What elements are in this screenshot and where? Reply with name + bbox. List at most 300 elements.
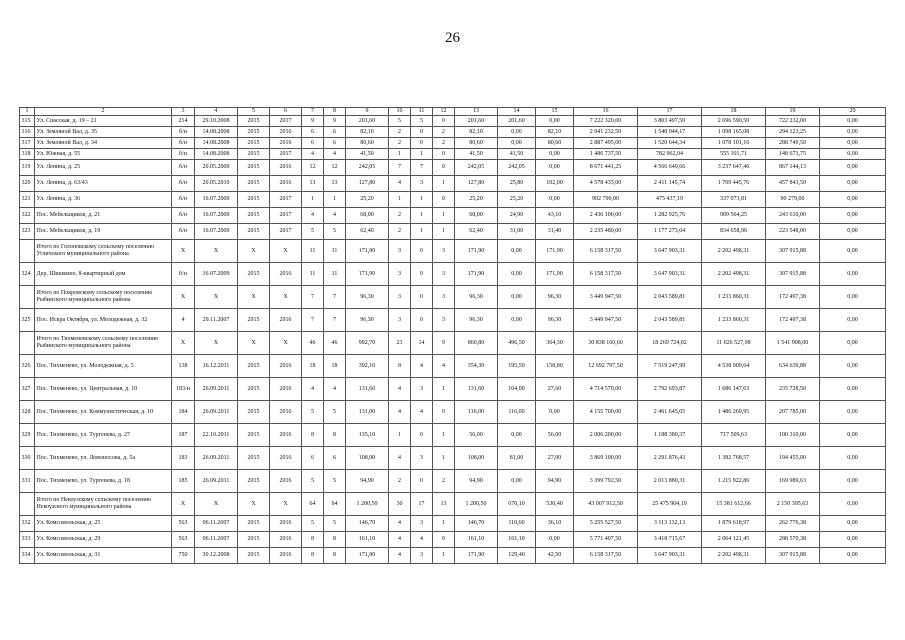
table-row xyxy=(20,532,886,548)
table-row xyxy=(20,149,886,160)
value-cell: 68,00 xyxy=(346,208,389,224)
value-cell: 7 xyxy=(302,286,324,309)
value-cell: 2015 xyxy=(238,176,270,192)
value-cell: 30 xyxy=(389,493,411,516)
value-cell: 4 xyxy=(389,447,411,470)
table-row xyxy=(20,355,886,378)
row-number-cell: 331 xyxy=(20,470,35,493)
value-cell: 0 xyxy=(411,127,433,138)
value-cell: 11 026 527,98 xyxy=(702,332,766,355)
value-cell: 2 887 495,00 xyxy=(574,138,638,149)
value-cell: 0,00 xyxy=(820,401,886,424)
table-row xyxy=(20,447,886,470)
table-row xyxy=(20,160,886,176)
value-cell: 131,60 xyxy=(455,378,498,401)
value-cell: X xyxy=(238,332,270,355)
value-cell: 2015 xyxy=(238,160,270,176)
value-cell: 0,00 xyxy=(820,208,886,224)
value-cell: X xyxy=(238,240,270,263)
value-cell: 0,00 xyxy=(498,309,536,332)
value-cell: 2 xyxy=(433,138,455,149)
value-cell: 158,80 xyxy=(536,355,574,378)
value-cell: 129,40 xyxy=(498,548,536,564)
value-cell: 18 269 724,02 xyxy=(638,332,702,355)
value-cell: 0 xyxy=(411,309,433,332)
value-cell: 2017 xyxy=(270,116,302,127)
table-row xyxy=(20,309,886,332)
value-cell: 183/н xyxy=(172,378,195,401)
value-cell: 102,00 xyxy=(536,176,574,192)
value-cell: 185 xyxy=(172,470,195,493)
row-number-cell: 321 xyxy=(20,192,35,208)
value-cell: 1 098 165,08 xyxy=(702,127,766,138)
value-cell: 4 xyxy=(411,355,433,378)
value-cell: 5 771 407,50 xyxy=(574,532,638,548)
address-cell: Дер. Шишкино, 8-квартирный дом xyxy=(35,263,172,286)
table-row xyxy=(20,263,886,286)
value-cell: 1 xyxy=(411,224,433,240)
value-cell: 100 310,00 xyxy=(766,424,820,447)
value-cell: 0,00 xyxy=(536,116,574,127)
value-cell: 5 xyxy=(302,224,324,240)
value-cell: 18 xyxy=(324,355,346,378)
value-cell: 41,50 xyxy=(455,149,498,160)
value-cell: 17 xyxy=(411,493,433,516)
address-cell: Ул. Земляной Вал, д. 35 xyxy=(35,127,172,138)
address-cell: Ул. Ленина, д. 63/43 xyxy=(35,176,172,192)
value-cell: 0,00 xyxy=(498,424,536,447)
value-cell: 108,00 xyxy=(346,447,389,470)
value-cell: 42,50 xyxy=(536,548,574,564)
value-cell: 27,00 xyxy=(536,447,574,470)
value-cell: 1 xyxy=(324,192,346,208)
value-cell: 25,80 xyxy=(498,176,536,192)
value-cell: 9 xyxy=(324,116,346,127)
value-cell: 62,40 xyxy=(455,224,498,240)
value-cell: 0 xyxy=(411,263,433,286)
value-cell: 2015 xyxy=(238,138,270,149)
value-cell: 90 279,00 xyxy=(766,192,820,208)
value-cell: 2 013 880,31 xyxy=(638,470,702,493)
value-cell: 0 xyxy=(433,401,455,424)
value-cell: 0,00 xyxy=(536,192,574,208)
value-cell: 235 728,50 xyxy=(766,378,820,401)
value-cell: 307 915,88 xyxy=(766,548,820,564)
value-cell: 62,40 xyxy=(346,224,389,240)
value-cell: 135,10 xyxy=(346,424,389,447)
value-cell: 171,90 xyxy=(346,263,389,286)
value-cell: 242,05 xyxy=(346,160,389,176)
column-number: 20 xyxy=(820,108,886,116)
value-cell: 2016 xyxy=(270,516,302,532)
column-number: 14 xyxy=(498,108,536,116)
column-number-row xyxy=(20,108,886,116)
value-cell: 82,10 xyxy=(455,127,498,138)
value-cell: 0,00 xyxy=(820,127,886,138)
value-cell: 06.11.2007 xyxy=(195,516,238,532)
value-cell: 2017 xyxy=(270,224,302,240)
row-number-cell: 315 xyxy=(20,116,35,127)
column-number: 18 xyxy=(702,108,766,116)
value-cell: 2 461 645,05 xyxy=(638,401,702,424)
value-cell: 31,40 xyxy=(536,224,574,240)
value-cell: 8 xyxy=(302,548,324,564)
column-number: 11 xyxy=(411,108,433,116)
value-cell: 0 xyxy=(411,424,433,447)
value-cell: 29.10.2008 xyxy=(195,116,238,127)
value-cell: 6 xyxy=(324,127,346,138)
value-cell: 634 639,88 xyxy=(766,355,820,378)
value-cell: 4 714 570,00 xyxy=(574,378,638,401)
value-cell: 2 064 121,45 xyxy=(702,532,766,548)
address-cell: Ул. Южная, д. 55 xyxy=(35,149,172,160)
value-cell: 82,10 xyxy=(536,127,574,138)
value-cell: 81,00 xyxy=(498,447,536,470)
value-cell: 2015 xyxy=(238,532,270,548)
value-cell: 9 xyxy=(302,116,324,127)
value-cell: 5 xyxy=(302,470,324,493)
value-cell: 2015 xyxy=(238,516,270,532)
value-cell: 457 843,50 xyxy=(766,176,820,192)
value-cell: б/н xyxy=(172,149,195,160)
value-cell: 3 xyxy=(433,263,455,286)
table-row xyxy=(20,401,886,424)
value-cell: 80,60 xyxy=(455,138,498,149)
value-cell: 0 xyxy=(433,116,455,127)
value-cell: 992,70 xyxy=(346,332,389,355)
value-cell: 96,30 xyxy=(455,286,498,309)
value-cell: 4 xyxy=(389,176,411,192)
value-cell: 68,00 xyxy=(455,208,498,224)
value-cell: 06.11.2007 xyxy=(195,532,238,548)
value-cell: 0,00 xyxy=(820,176,886,192)
value-cell: 8 xyxy=(324,548,346,564)
value-cell: 2016 xyxy=(270,138,302,149)
value-cell: 183 xyxy=(172,447,195,470)
value-cell: 43,10 xyxy=(536,208,574,224)
value-cell: 29.11.2007 xyxy=(195,309,238,332)
value-cell: 0,00 xyxy=(820,309,886,332)
value-cell: 2 xyxy=(389,127,411,138)
value-cell: 1 215 922,86 xyxy=(702,470,766,493)
value-cell: 0,00 xyxy=(498,240,536,263)
value-cell: 3 647 903,31 xyxy=(638,240,702,263)
value-cell: 1 200,50 xyxy=(455,493,498,516)
value-cell: 2 xyxy=(389,138,411,149)
value-cell: 2 150 395,63 xyxy=(766,493,820,516)
value-cell: 56,00 xyxy=(536,424,574,447)
value-cell: 171,90 xyxy=(455,548,498,564)
value-cell: 2016 xyxy=(270,176,302,192)
value-cell: 223 548,00 xyxy=(766,224,820,240)
value-cell: 0,00 xyxy=(820,470,886,493)
value-cell: 13 xyxy=(324,176,346,192)
value-cell: 0,00 xyxy=(820,149,886,160)
value-cell: 7 xyxy=(389,160,411,176)
value-cell: 3 xyxy=(433,286,455,309)
column-number: 3 xyxy=(172,108,195,116)
value-cell: 27,60 xyxy=(536,378,574,401)
value-cell: 475 437,19 xyxy=(638,192,702,208)
table-row xyxy=(20,116,886,127)
value-cell: 0,00 xyxy=(820,355,886,378)
value-cell: 2015 xyxy=(238,192,270,208)
address-cell: Пос. Искра Октября, ул. Молодежная, д. 32 xyxy=(35,309,172,332)
value-cell: X xyxy=(172,286,195,309)
value-cell: 2 006 200,00 xyxy=(574,424,638,447)
value-cell: 201,60 xyxy=(346,116,389,127)
value-cell: 14.08.2008 xyxy=(195,149,238,160)
value-cell: 1 xyxy=(389,149,411,160)
value-cell: 2016 xyxy=(270,424,302,447)
value-cell: 2016 xyxy=(270,355,302,378)
value-cell: 127,80 xyxy=(346,176,389,192)
value-cell: 3 449 947,50 xyxy=(574,286,638,309)
value-cell: 1 541 908,00 xyxy=(766,332,820,355)
column-number: 12 xyxy=(433,108,455,116)
value-cell: 1 xyxy=(433,208,455,224)
value-cell: 184 xyxy=(172,401,195,424)
value-cell: 82,10 xyxy=(346,127,389,138)
column-number: 19 xyxy=(766,108,820,116)
table-row xyxy=(20,138,886,149)
value-cell: 171,90 xyxy=(455,240,498,263)
value-cell: 0,00 xyxy=(820,160,886,176)
value-cell: 201,60 xyxy=(455,116,498,127)
value-cell: 12 xyxy=(302,160,324,176)
value-cell: б/н xyxy=(172,192,195,208)
value-cell: X xyxy=(270,286,302,309)
value-cell: 96,30 xyxy=(536,309,574,332)
value-cell: X xyxy=(172,332,195,355)
address-cell: Итого по Голоновскому сельскому поселению Угличского муниципального района xyxy=(35,240,172,263)
value-cell: 0,00 xyxy=(820,263,886,286)
value-cell: 307 915,88 xyxy=(766,263,820,286)
value-cell: 0,00 xyxy=(536,149,574,160)
value-cell: 2 411 145,74 xyxy=(638,176,702,192)
value-cell: 15 381 612,66 xyxy=(702,493,766,516)
value-cell: 0,00 xyxy=(820,138,886,149)
value-cell: 46 xyxy=(324,332,346,355)
value-cell: 146,70 xyxy=(455,516,498,532)
value-cell: 4 538 909,64 xyxy=(702,355,766,378)
table-row xyxy=(20,208,886,224)
value-cell: 14.08.2008 xyxy=(195,138,238,149)
value-cell: 96,30 xyxy=(536,286,574,309)
value-cell: 171,90 xyxy=(346,240,389,263)
value-cell: 1 233 860,31 xyxy=(702,286,766,309)
value-cell: X xyxy=(270,240,302,263)
value-cell: 2016 xyxy=(270,401,302,424)
value-cell: 25,20 xyxy=(346,192,389,208)
value-cell: 2016 xyxy=(270,127,302,138)
value-cell: 25,20 xyxy=(455,192,498,208)
row-number-cell: 317 xyxy=(20,138,35,149)
value-cell: 1 xyxy=(433,378,455,401)
value-cell: X xyxy=(172,240,195,263)
row-number-cell: 326 xyxy=(20,355,35,378)
value-cell: 36,10 xyxy=(536,516,574,532)
value-cell: 1 486 737,50 xyxy=(574,149,638,160)
value-cell: 0 xyxy=(433,160,455,176)
subtotal-row xyxy=(20,493,886,516)
value-cell: 6 xyxy=(324,447,346,470)
value-cell: 0 xyxy=(411,138,433,149)
value-cell: 96,30 xyxy=(455,309,498,332)
column-number: 4 xyxy=(195,108,238,116)
value-cell: X xyxy=(270,493,302,516)
value-cell: 902 790,00 xyxy=(574,192,638,208)
row-number-cell: 329 xyxy=(20,424,35,447)
value-cell: 2015 xyxy=(238,263,270,286)
value-cell: 0,00 xyxy=(820,116,886,127)
column-number: 15 xyxy=(536,108,574,116)
value-cell: 2 436 100,00 xyxy=(574,208,638,224)
row-number-cell: 332 xyxy=(20,516,35,532)
value-cell: 16.07.2009 xyxy=(195,192,238,208)
row-number-cell xyxy=(20,332,35,355)
value-cell: 30.12.2008 xyxy=(195,548,238,564)
value-cell: б/н xyxy=(172,127,195,138)
value-cell: 1 282 925,76 xyxy=(638,208,702,224)
value-cell: 169 989,63 xyxy=(766,470,820,493)
value-cell: 2 043 589,81 xyxy=(638,286,702,309)
value-cell: 131,00 xyxy=(346,401,389,424)
value-cell: 288 749,50 xyxy=(766,138,820,149)
value-cell: б/н xyxy=(172,263,195,286)
value-cell: 4 566 649,66 xyxy=(638,160,702,176)
value-cell: 4 xyxy=(302,378,324,401)
value-cell: 6 xyxy=(302,138,324,149)
value-cell: 717 509,63 xyxy=(702,424,766,447)
value-cell: 782 962,04 xyxy=(638,149,702,160)
value-cell: 722 232,00 xyxy=(766,116,820,127)
table-row xyxy=(20,548,886,564)
row-number-cell: 324 xyxy=(20,263,35,286)
value-cell: 1 188 380,37 xyxy=(638,424,702,447)
value-cell: 161,10 xyxy=(455,532,498,548)
address-cell: Пос. Мебельщиков, д. 19 xyxy=(35,224,172,240)
value-cell: 2015 xyxy=(238,447,270,470)
value-cell: 0,00 xyxy=(820,192,886,208)
housing-registry-table xyxy=(19,107,886,564)
value-cell: 0,00 xyxy=(820,332,886,355)
value-cell: 7 xyxy=(411,160,433,176)
value-cell: 16.07.2009 xyxy=(195,208,238,224)
value-cell: 1 548 944,17 xyxy=(638,127,702,138)
value-cell: 0,00 xyxy=(498,470,536,493)
value-cell: 392,10 xyxy=(346,355,389,378)
value-cell: 127,80 xyxy=(455,176,498,192)
value-cell: 555 101,71 xyxy=(702,149,766,160)
value-cell: 0 xyxy=(433,532,455,548)
address-cell: Пос. Тихменево, ул. Тургенева, д. 18 xyxy=(35,470,172,493)
value-cell: 3 xyxy=(433,240,455,263)
value-cell: 2015 xyxy=(238,224,270,240)
value-cell: 2 202 498,31 xyxy=(702,240,766,263)
value-cell: 5 255 527,50 xyxy=(574,516,638,532)
value-cell: 1 xyxy=(389,424,411,447)
value-cell: 8 671 441,25 xyxy=(574,160,638,176)
value-cell: 138 xyxy=(172,355,195,378)
value-cell: 96,30 xyxy=(346,286,389,309)
value-cell: 16.12.2011 xyxy=(195,355,238,378)
value-cell: 26.09.2011 xyxy=(195,401,238,424)
address-cell: Итого по Покровскому сельскому поселению Рыбинского муниципального района xyxy=(35,286,172,309)
value-cell: 3 xyxy=(433,309,455,332)
value-cell: 3 418 715,67 xyxy=(638,532,702,548)
value-cell: 0,00 xyxy=(498,263,536,286)
value-cell: 94,90 xyxy=(346,470,389,493)
value-cell: 12 692 797,50 xyxy=(574,355,638,378)
table-row xyxy=(20,224,886,240)
value-cell: 1 709 445,76 xyxy=(702,176,766,192)
value-cell: 1 xyxy=(389,192,411,208)
value-cell: 4 xyxy=(411,401,433,424)
value-cell: 294 123,25 xyxy=(766,127,820,138)
value-cell: 30 838 160,60 xyxy=(574,332,638,355)
row-number-cell: 320 xyxy=(20,176,35,192)
value-cell: X xyxy=(238,286,270,309)
value-cell: 2016 xyxy=(270,160,302,176)
value-cell: 3 803 497,50 xyxy=(638,116,702,127)
value-cell: 171,90 xyxy=(536,240,574,263)
value-cell: 3 xyxy=(389,240,411,263)
value-cell: 4 xyxy=(389,378,411,401)
value-cell: X xyxy=(195,493,238,516)
value-cell: 1 520 644,34 xyxy=(638,138,702,149)
value-cell: 1 xyxy=(433,548,455,564)
value-cell: 1 078 101,16 xyxy=(702,138,766,149)
value-cell: 2015 xyxy=(238,355,270,378)
value-cell: 7 xyxy=(324,309,346,332)
value-cell: X xyxy=(172,493,195,516)
table-body xyxy=(20,108,886,564)
value-cell: 31,00 xyxy=(498,224,536,240)
value-cell: 3 xyxy=(411,548,433,564)
table-row xyxy=(20,127,886,138)
value-cell: 11 xyxy=(302,240,324,263)
value-cell: X xyxy=(195,286,238,309)
value-cell: 2015 xyxy=(238,309,270,332)
value-cell: 0,00 xyxy=(498,286,536,309)
value-cell: 4 xyxy=(302,208,324,224)
value-cell: 2 291 876,43 xyxy=(638,447,702,470)
value-cell: 94,90 xyxy=(536,470,574,493)
value-cell: 0,00 xyxy=(820,493,886,516)
value-cell: 22.10.2011 xyxy=(195,424,238,447)
value-cell: 0,00 xyxy=(498,127,536,138)
row-number-cell: 319 xyxy=(20,160,35,176)
value-cell: 5 xyxy=(324,470,346,493)
value-cell: 2015 xyxy=(238,116,270,127)
value-cell: 2015 xyxy=(238,208,270,224)
value-cell: 4 xyxy=(324,149,346,160)
table-row xyxy=(20,378,886,401)
value-cell: 3 xyxy=(389,286,411,309)
row-number-cell xyxy=(20,240,35,263)
row-number-cell: 330 xyxy=(20,447,35,470)
value-cell: 80,60 xyxy=(536,138,574,149)
value-cell: 8 xyxy=(389,355,411,378)
value-cell: 3 399 792,50 xyxy=(574,470,638,493)
column-number: 16 xyxy=(574,108,638,116)
value-cell: 2015 xyxy=(238,548,270,564)
address-cell: Ул. Комсомольская, д. 31 xyxy=(35,548,172,564)
value-cell: 7 xyxy=(324,286,346,309)
value-cell: 563 xyxy=(172,532,195,548)
table-row xyxy=(20,424,886,447)
